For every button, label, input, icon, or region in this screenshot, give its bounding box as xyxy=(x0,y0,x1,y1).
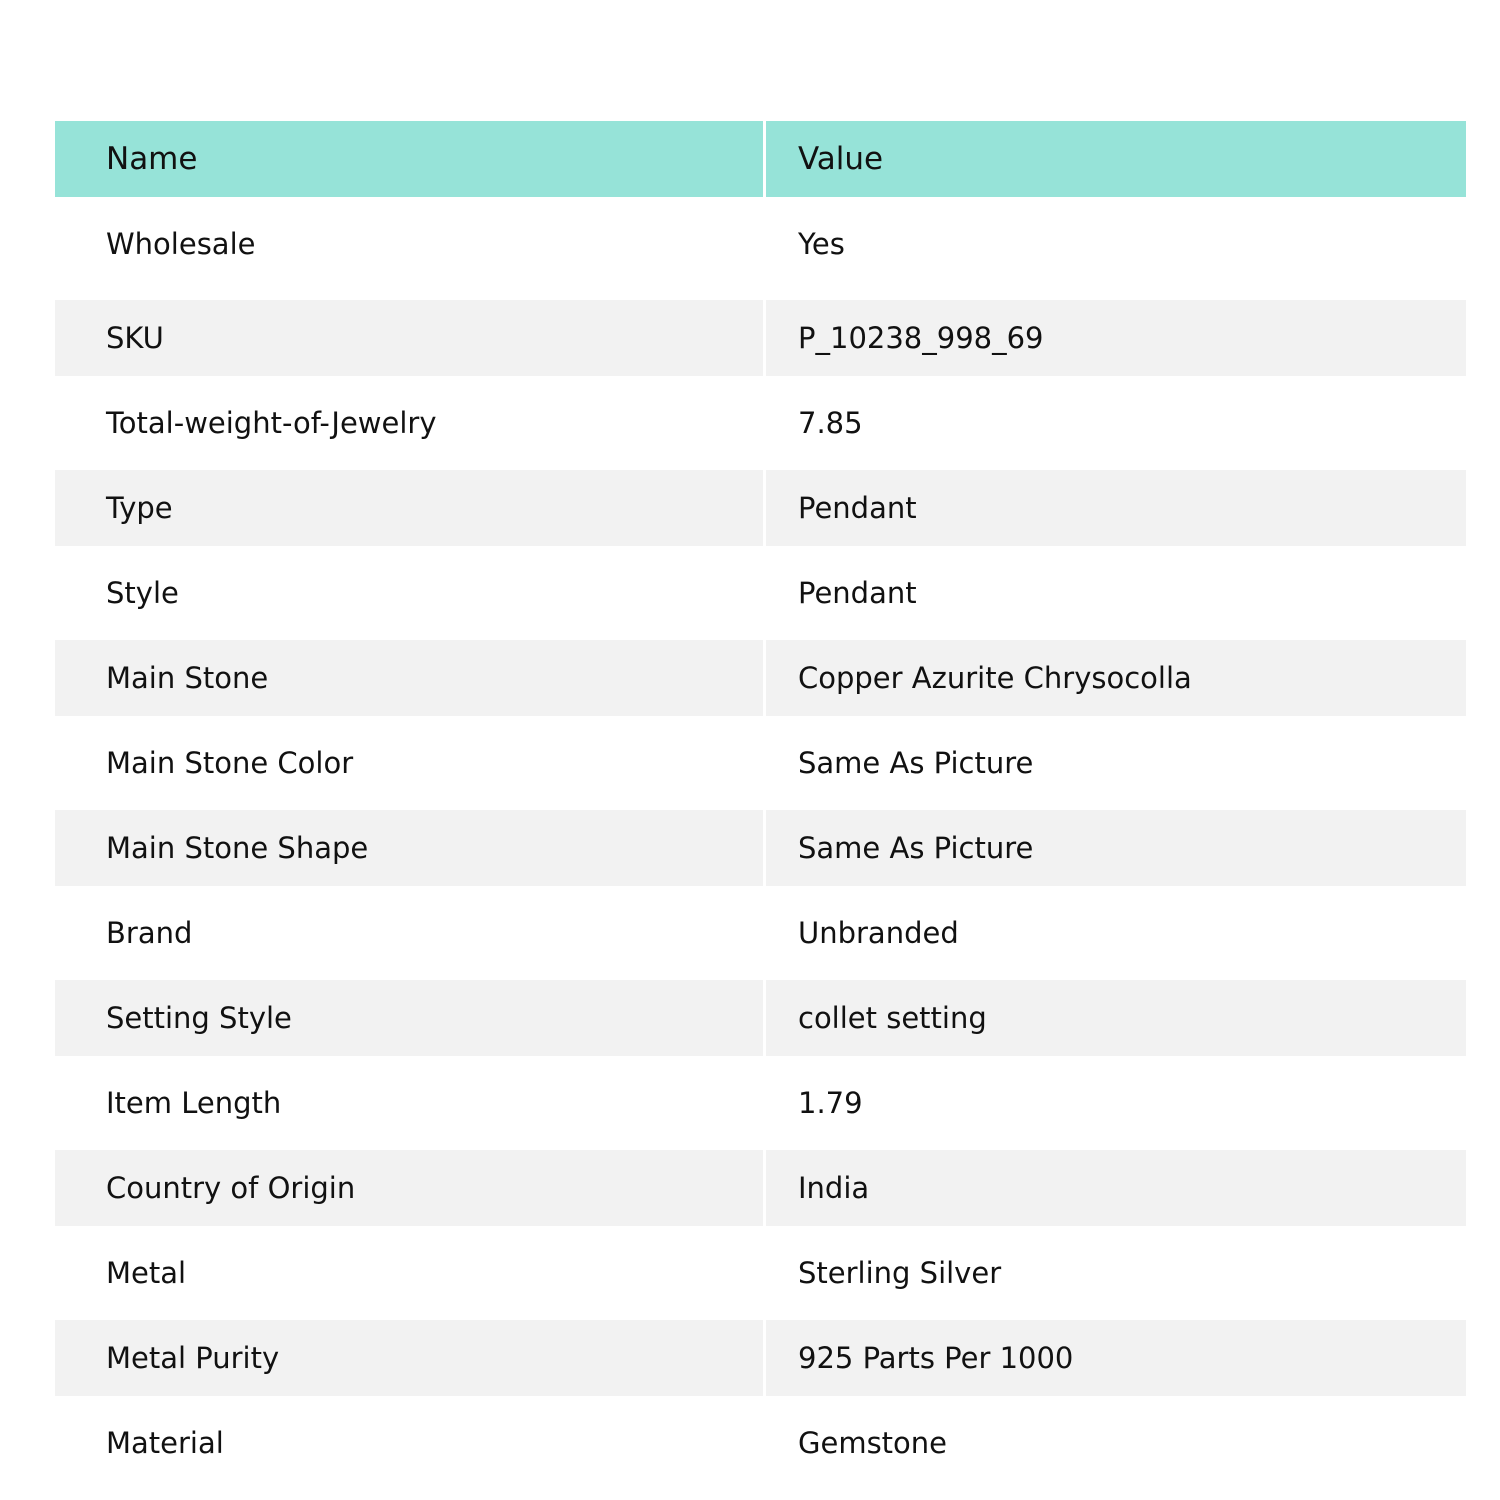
table-row xyxy=(55,716,1466,801)
row-name: Main Stone xyxy=(55,631,766,716)
row-name: Country of Origin xyxy=(55,1141,766,1226)
row-value: Copper Azurite Chrysocolla xyxy=(766,631,1466,716)
table-row xyxy=(55,1226,1466,1311)
row-value: 925 Parts Per 1000 xyxy=(766,1311,1466,1396)
table-row xyxy=(55,1396,1466,1481)
row-name: Main Stone Shape xyxy=(55,801,766,886)
row-value: 7.85 xyxy=(766,376,1466,461)
table-row xyxy=(55,546,1466,631)
table-row xyxy=(55,376,1466,461)
table-row xyxy=(55,461,1466,546)
row-value: P_10238_998_69 xyxy=(766,291,1466,376)
header-value: Value xyxy=(766,121,1466,197)
row-name: Metal Purity xyxy=(55,1311,766,1396)
row-value: Sterling Silver xyxy=(766,1226,1466,1311)
table-header-row xyxy=(55,121,1466,197)
table-row xyxy=(55,631,1466,716)
table-row xyxy=(55,1141,1466,1226)
row-name: Material xyxy=(55,1396,766,1481)
row-value: Pendant xyxy=(766,461,1466,546)
row-value: 1.79 xyxy=(766,1056,1466,1141)
row-value: Yes xyxy=(766,197,1466,291)
table-row xyxy=(55,197,1466,291)
row-name: Type xyxy=(55,461,766,546)
row-name: Total-weight-of-Jewelry xyxy=(55,376,766,461)
product-spec-table xyxy=(55,121,1466,1481)
row-value: Gemstone xyxy=(766,1396,1466,1481)
row-name: Brand xyxy=(55,886,766,971)
row-value: India xyxy=(766,1141,1466,1226)
row-value: Same As Picture xyxy=(766,716,1466,801)
row-name: Wholesale xyxy=(55,197,766,291)
table-row xyxy=(55,1311,1466,1396)
table-body xyxy=(55,197,1466,1481)
header-name: Name xyxy=(55,121,766,197)
row-name: SKU xyxy=(55,291,766,376)
row-value: Unbranded xyxy=(766,886,1466,971)
row-value: collet setting xyxy=(766,971,1466,1056)
row-name: Item Length xyxy=(55,1056,766,1141)
table-row xyxy=(55,1056,1466,1141)
row-value: Same As Picture xyxy=(766,801,1466,886)
table-row xyxy=(55,291,1466,376)
row-name: Style xyxy=(55,546,766,631)
row-name: Metal xyxy=(55,1226,766,1311)
table-row xyxy=(55,971,1466,1056)
table-row xyxy=(55,886,1466,971)
table-row xyxy=(55,801,1466,886)
row-name: Main Stone Color xyxy=(55,716,766,801)
row-value: Pendant xyxy=(766,546,1466,631)
row-name: Setting Style xyxy=(55,971,766,1056)
